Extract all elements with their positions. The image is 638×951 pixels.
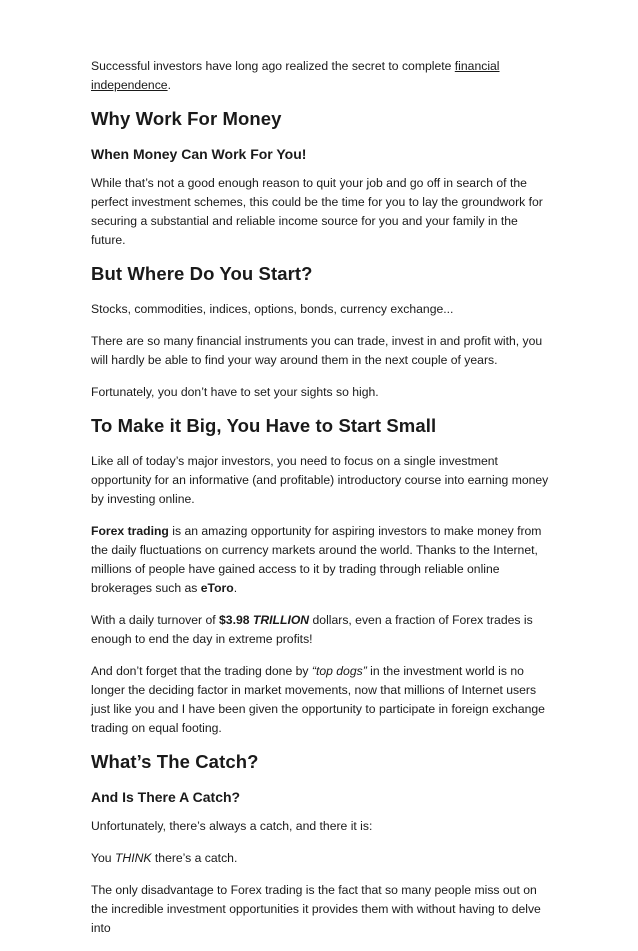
catch-text: there’s a catch.	[151, 851, 238, 865]
trillion-text: TRILLION	[252, 613, 310, 627]
paragraph-groundwork: While that’s not a good enough reason to quit your job and go off in search of the perfect investment schemes, this could be the time for you to lay the groundwork for securing a substantial and reliable income source for you and your family in the future.	[91, 176, 543, 247]
intro-paragraph	[91, 57, 553, 95]
paragraph-always-catch: Unfortunately, there’s always a catch, and there it is:	[91, 819, 373, 833]
turnover-text: With a daily turnover of	[91, 613, 220, 627]
heading-where-start: But Where Do You Start?	[91, 263, 313, 284]
paragraph-top-dogs	[91, 662, 553, 738]
top-dogs-rest: in the investment world is no longer the deciding factor in market movements, now that millions of Internet users just like you and I have been given the opportunity to participate in foreign exchange trading on equal footing.	[91, 664, 545, 735]
subheading-is-there-catch: And Is There A Catch?	[91, 789, 241, 805]
document-page	[91, 57, 553, 951]
intro-end: .	[167, 78, 171, 92]
paragraph-single-opportunity: Like all of today’s major investors, you need to focus on a single investment opportunity for an informative (and profitable) introductory course into earning money by investing online.	[91, 454, 549, 506]
forex-text: is an amazing opportunity for aspiring investors to make money from the daily fluctuations on currency markets around the world. Thanks to the Internet, millions of people have gained access to it by trading through reliable online brokerages such as	[91, 524, 542, 595]
think-italic: THINK	[114, 851, 152, 865]
intro-text: Successful investors have long ago realized the secret to complete	[91, 59, 455, 73]
top-dogs-text: And don’t forget that the trading done by	[91, 664, 312, 678]
financial-independence-link[interactable]: financial independence	[91, 59, 500, 92]
paragraph-only-disadvantage: The only disadvantage to Forex trading is the fact that so many people miss out on the incredible investment opportunities it provides them with without having to delve into	[91, 883, 541, 935]
etoro-bold: eToro	[200, 581, 234, 595]
heading-whats-catch: What’s The Catch?	[91, 751, 259, 772]
you-text: You	[91, 851, 115, 865]
paragraph-fortunately: Fortunately, you don’t have to set your sights so high.	[91, 385, 379, 399]
heading-start-small: To Make it Big, You Have to Start Small	[91, 415, 437, 436]
turnover-amount: $3.98	[219, 613, 250, 627]
top-dogs-italic: “top dogs”	[311, 664, 367, 678]
paragraph-forex-trading	[91, 522, 553, 598]
heading-why-work: Why Work For Money	[91, 108, 282, 129]
paragraph-many-instruments: There are so many financial instruments you can trade, invest in and profit with, you will hardly be able to find your way around them in the next couple of years.	[91, 334, 543, 367]
paragraph-daily-turnover	[91, 611, 553, 649]
paragraph-you-think	[91, 849, 553, 868]
forex-trading-bold: Forex trading	[91, 524, 169, 538]
paragraph-instruments-list: Stocks, commodities, indices, options, bonds, currency exchange...	[91, 302, 454, 316]
turnover-rest: dollars, even a fraction of Forex trades is enough to end the day in extreme profits!	[91, 613, 533, 646]
forex-end: .	[233, 581, 238, 595]
subheading-money-work: When Money Can Work For You!	[91, 146, 307, 162]
